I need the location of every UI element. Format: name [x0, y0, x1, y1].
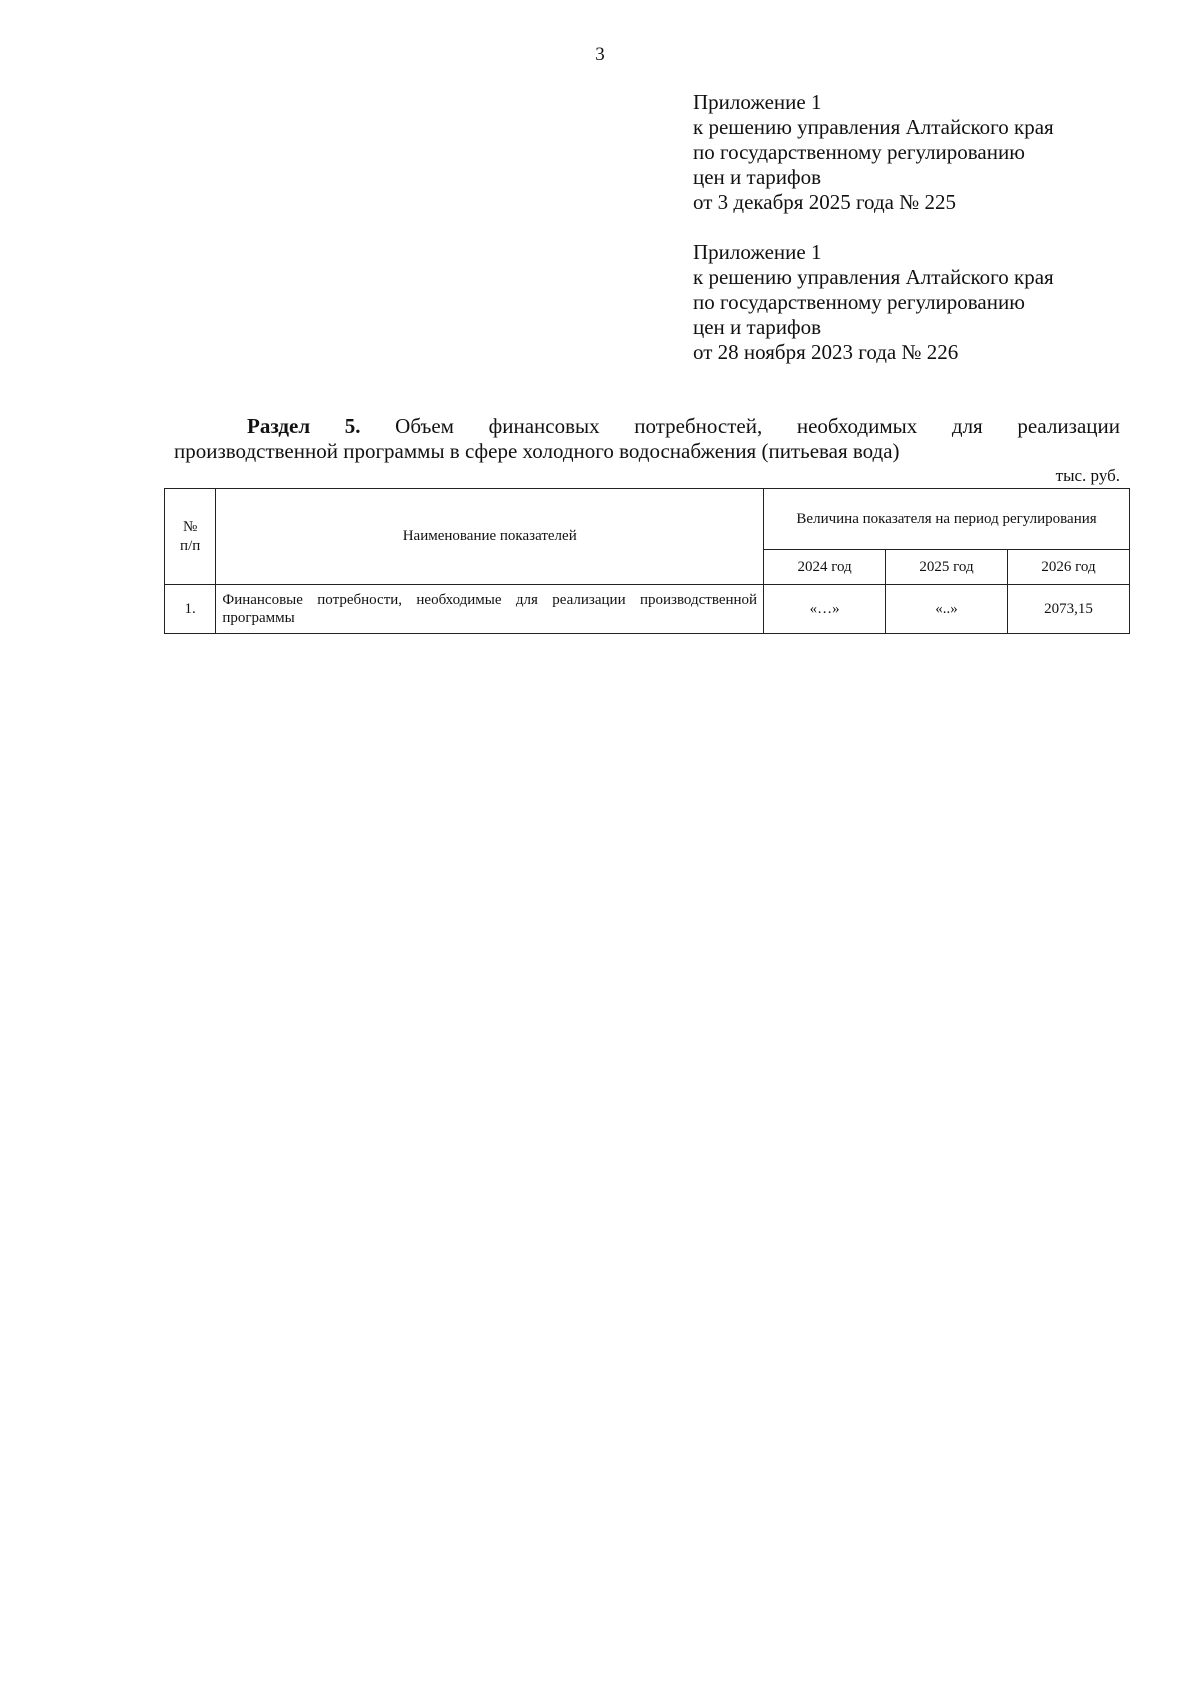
appendix-line: к решению управления Алтайского края	[693, 265, 1054, 289]
header-period-value: Величина показателя на период регулирования	[764, 489, 1130, 550]
appendix-line: к решению управления Алтайского края	[693, 115, 1054, 139]
appendix-note-original	[693, 240, 1153, 365]
financial-needs-table	[164, 488, 1130, 634]
header-indicator-name: Наименование показателей	[216, 489, 764, 585]
appendix-date: от 28 ноября 2023 года № 226	[693, 340, 959, 364]
row-indicator-name: Финансовые потребности, необходимые для реализации производственной программы	[216, 585, 764, 634]
row-number: 1.	[165, 585, 216, 634]
row-value-2026: 2073,15	[1008, 585, 1130, 634]
units-label: тыс. руб.	[1055, 466, 1120, 485]
appendix-note-current	[693, 90, 1153, 215]
row-value-2025: «..»	[886, 585, 1008, 634]
section-label: Раздел 5.	[247, 414, 361, 438]
section-title-line-1: Объем финансовых потребностей, необходимых для реализации	[395, 414, 1120, 438]
header-year-2024: 2024 год	[764, 550, 886, 585]
appendix-line: цен и тарифов	[693, 315, 822, 339]
appendix-title: Приложение 1	[693, 90, 822, 114]
appendix-line: цен и тарифов	[693, 165, 822, 189]
header-year-2025: 2025 год	[886, 550, 1008, 585]
appendix-line: по государственному регулированию	[693, 290, 1025, 314]
page-number: 3	[595, 44, 605, 65]
section-title-line-2: производственной программы в сфере холодного водоснабжения (питьевая вода)	[174, 439, 900, 463]
header-number: № п/п	[165, 489, 216, 585]
header-year-2026: 2026 год	[1008, 550, 1130, 585]
appendix-line: по государственному регулированию	[693, 140, 1025, 164]
table-row	[165, 585, 1130, 634]
appendix-date: от 3 декабря 2025 года № 225	[693, 190, 956, 214]
appendix-title: Приложение 1	[693, 240, 822, 264]
row-value-2024: «…»	[764, 585, 886, 634]
section-heading	[174, 414, 1120, 464]
